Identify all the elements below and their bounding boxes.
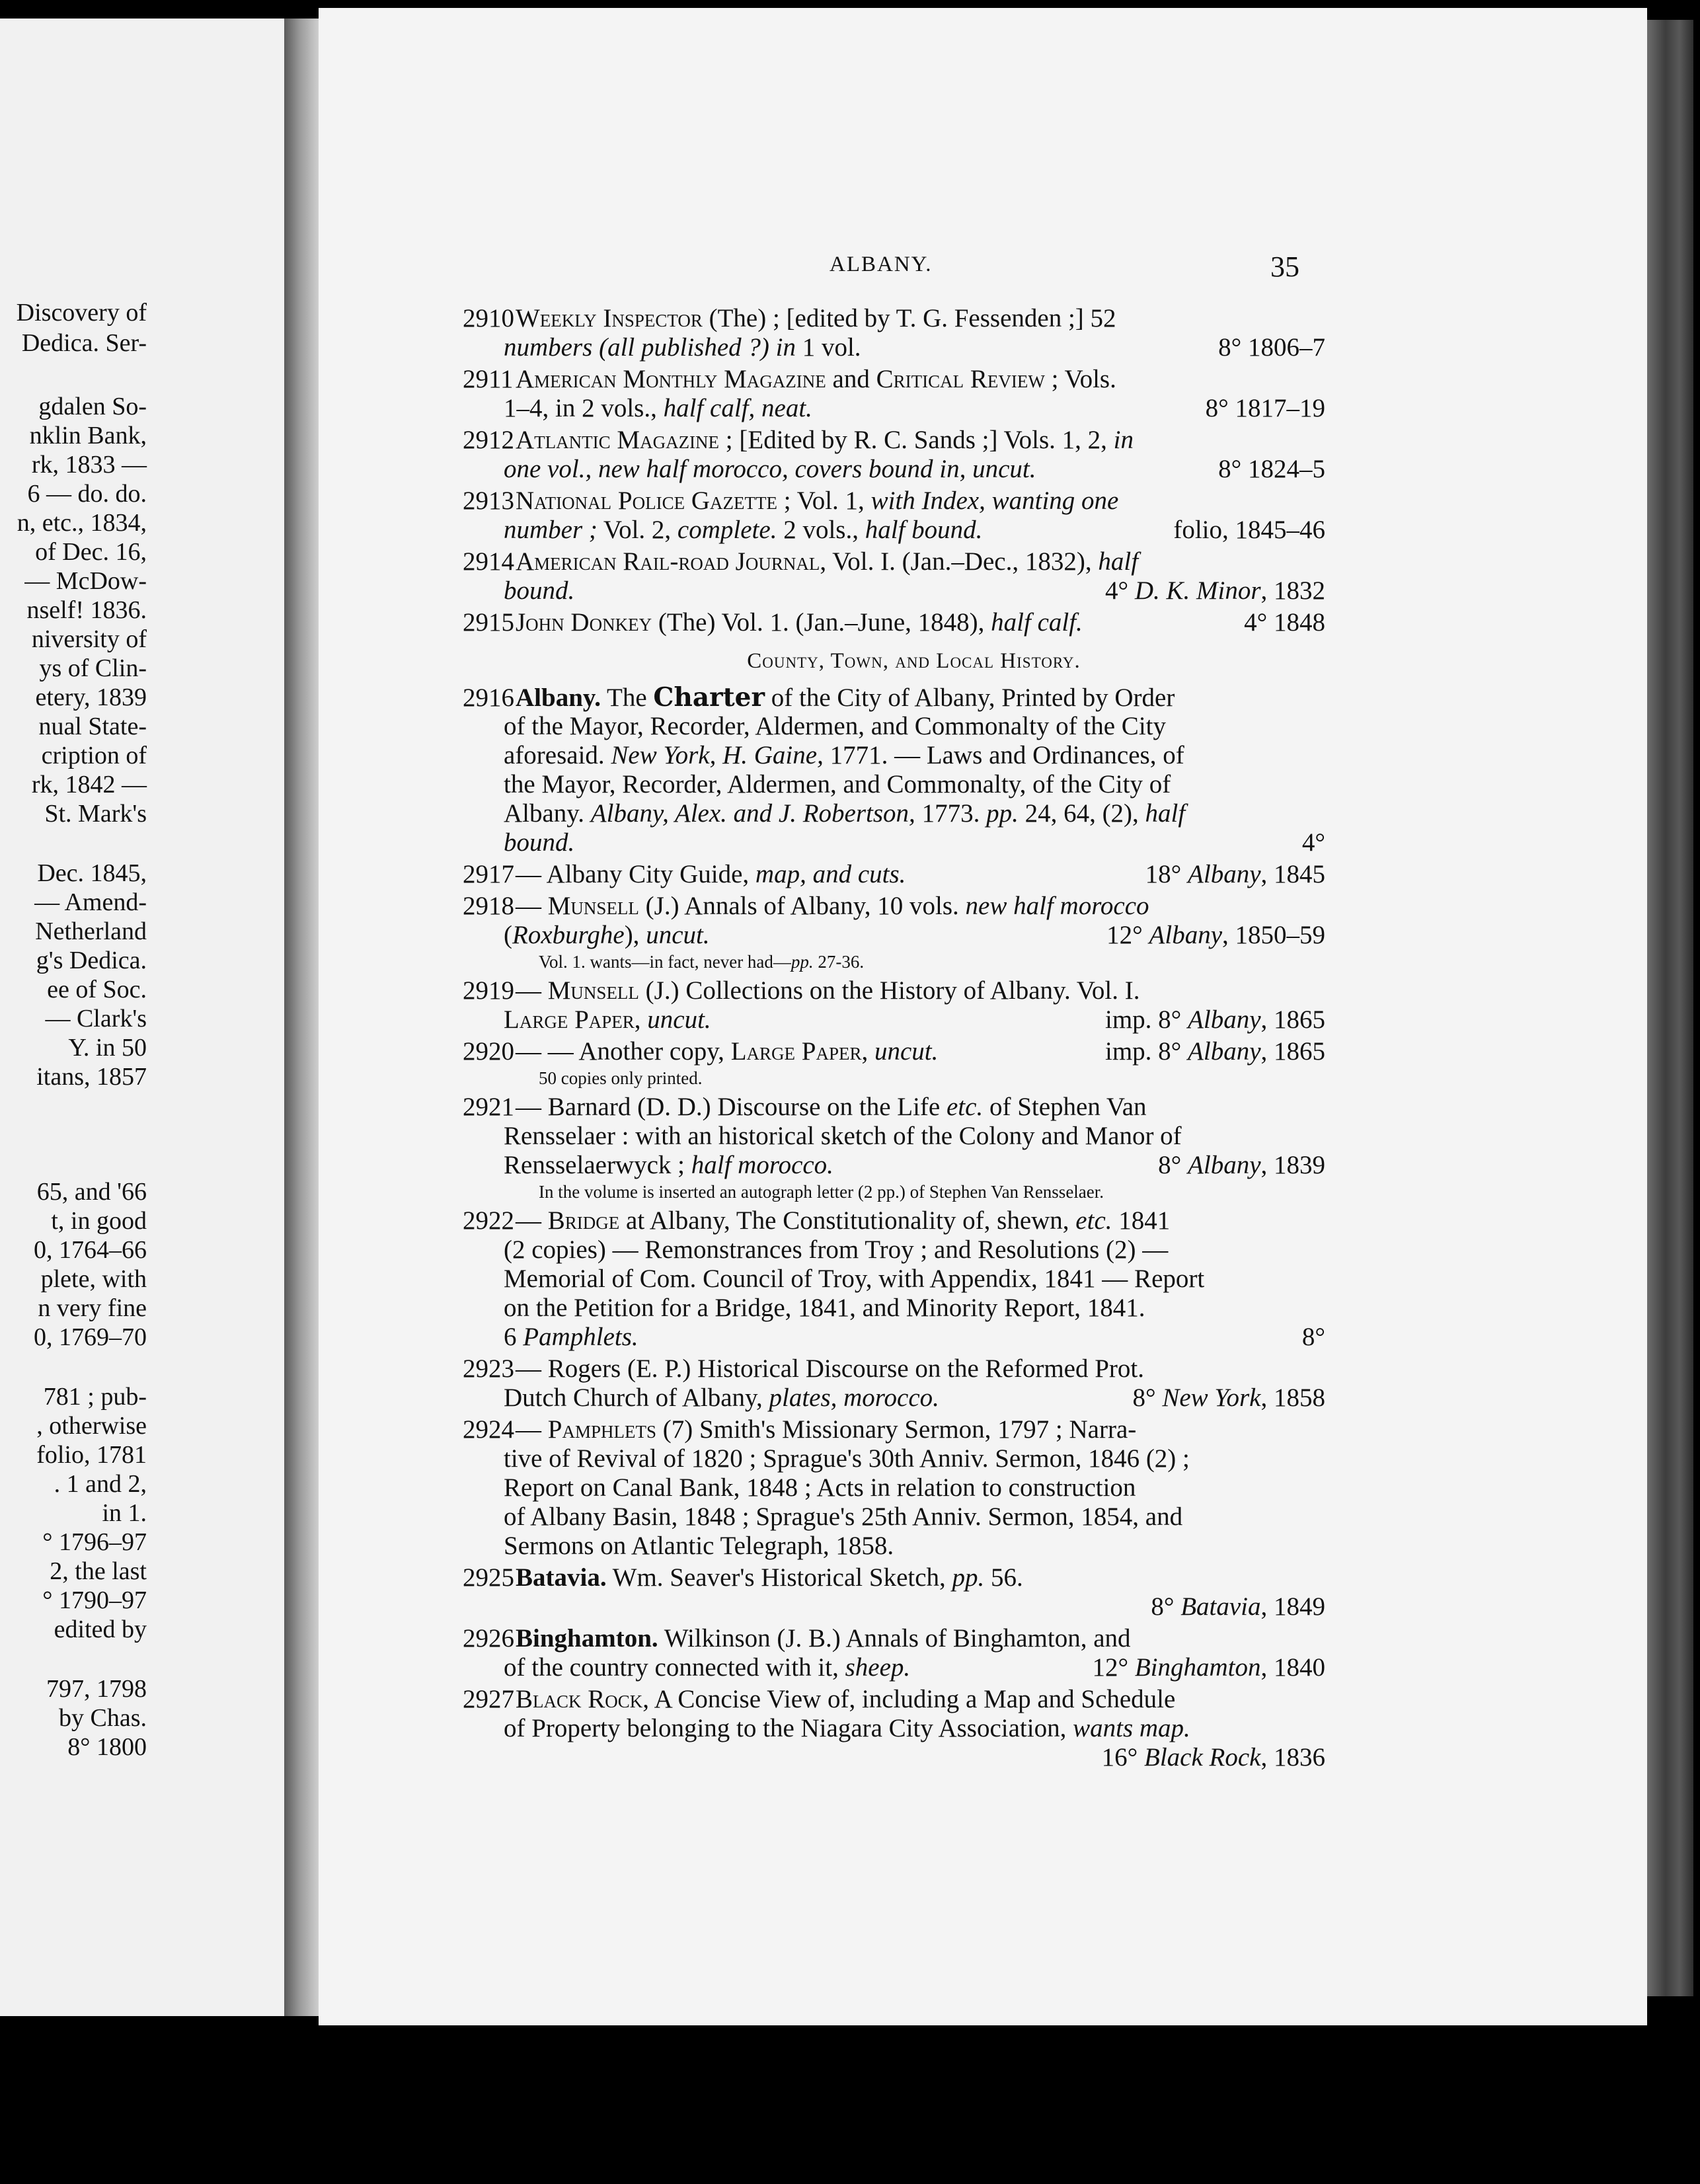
entry-text: Dutch Church of Albany, plates, morocco. bbox=[504, 1384, 939, 1412]
entry-text: Atlantic Magazine ; [Edited by R. C. Sands ;] Vols. 1, 2, in bbox=[516, 426, 1134, 454]
left-page-line: , otherwise bbox=[36, 1412, 147, 1440]
entry-line bbox=[463, 1743, 1325, 1772]
catalogue-entry bbox=[463, 1037, 1325, 1090]
imprint: 4° 1848 bbox=[1244, 608, 1325, 637]
left-page-line: Netherland bbox=[35, 917, 147, 945]
left-page-line: nself! 1836. bbox=[26, 596, 147, 624]
entry-line bbox=[463, 304, 1325, 333]
catalogue-entry bbox=[463, 547, 1325, 605]
left-page-line: g's Dedica. bbox=[36, 947, 147, 974]
catalogue-entry bbox=[463, 860, 1325, 889]
left-page-line: — McDow- bbox=[24, 567, 147, 595]
running-title: ALBANY. bbox=[830, 253, 933, 276]
imprint: 12° Binghamton, 1840 bbox=[1092, 1653, 1325, 1682]
entry-line bbox=[463, 1354, 1325, 1384]
lot-number: 2916 bbox=[463, 683, 514, 712]
entry-line bbox=[463, 365, 1325, 394]
entry-line bbox=[463, 1592, 1325, 1621]
entry-text: Batavia. Wm. Seaver's Historical Sketch, pp. 56. bbox=[516, 1563, 1023, 1592]
entry-line bbox=[463, 1502, 1325, 1532]
entry-text: of Albany Basin, 1848 ; Sprague's 25th Anniv. Sermon, 1854, and bbox=[504, 1502, 1183, 1531]
left-page-line: folio, 1781 bbox=[36, 1441, 147, 1469]
lot-number: 2915 bbox=[463, 608, 514, 637]
left-page-line: edited by bbox=[54, 1616, 147, 1643]
imprint: 12° Albany, 1850–59 bbox=[1106, 921, 1325, 949]
imprint: 8° New York, 1858 bbox=[1132, 1384, 1325, 1412]
left-page-line: Y. in 50 bbox=[68, 1034, 147, 1062]
left-page-line: rk, 1833 — bbox=[31, 451, 147, 479]
entry-line bbox=[463, 1037, 1325, 1066]
entry-text: (2 copies) — Remonstrances from Troy ; and Resolutions (2) — bbox=[504, 1235, 1169, 1264]
entry-text: Rensselaerwyck ; half morocco. bbox=[504, 1151, 833, 1179]
periodicals-entries bbox=[463, 304, 1325, 637]
book-gutter bbox=[284, 19, 319, 2016]
entry-text: Binghamton. Wilkinson (J. B.) Annals of Binghamton, and bbox=[516, 1624, 1131, 1653]
catalogue-entry bbox=[463, 304, 1325, 362]
catalogue-entry bbox=[463, 892, 1325, 974]
entry-line bbox=[463, 892, 1325, 921]
entry-line bbox=[463, 1532, 1325, 1561]
entry-text: bound. bbox=[504, 576, 575, 605]
page-edge bbox=[1647, 20, 1693, 1996]
entry-line bbox=[463, 976, 1325, 1005]
left-page-line: nual State- bbox=[38, 713, 147, 740]
left-page-line: 797, 1798 bbox=[46, 1675, 147, 1703]
catalogue-entry bbox=[463, 1685, 1325, 1772]
left-page-line: in 1. bbox=[102, 1499, 147, 1527]
entry-line bbox=[463, 1384, 1325, 1413]
left-page-line: gdalen So- bbox=[38, 393, 147, 420]
entry-text: National Police Gazette ; Vol. 1, with Index, wanting one bbox=[516, 487, 1119, 515]
catalogue-entry bbox=[463, 1354, 1325, 1413]
left-page-line: itans, 1857 bbox=[36, 1063, 147, 1091]
imprint: 4° D. K. Minor, 1832 bbox=[1104, 576, 1325, 605]
entry-line bbox=[463, 683, 1325, 712]
left-page-line: ee of Soc. bbox=[47, 976, 147, 1003]
left-page-line: Discovery of bbox=[16, 299, 147, 327]
lot-number: 2924 bbox=[463, 1415, 514, 1444]
left-page-line: by Chas. bbox=[59, 1704, 147, 1732]
imprint: 8° Batavia, 1849 bbox=[1151, 1592, 1325, 1621]
entry-text: Weekly Inspector (The) ; [edited by T. G. Fessenden ;] 52 bbox=[516, 304, 1116, 332]
lot-number: 2923 bbox=[463, 1354, 514, 1383]
entry-line bbox=[463, 741, 1325, 770]
entry-line bbox=[463, 1206, 1325, 1235]
local-history-entries bbox=[463, 683, 1325, 1772]
left-page-line: ° 1796–97 bbox=[42, 1528, 147, 1556]
left-page-line: 2, the last bbox=[50, 1557, 147, 1585]
entry-text: the Mayor, Recorder, Aldermen, and Commonalty, of the City of bbox=[504, 770, 1171, 799]
entry-text: American Monthly Magazine and Critical Review ; Vols. bbox=[516, 365, 1116, 393]
catalogue-entry bbox=[463, 487, 1325, 545]
entry-text: (Roxburghe), uncut. bbox=[504, 921, 710, 949]
entry-text: — Pamphlets (7) Smith's Missionary Sermon, 1797 ; Narra- bbox=[516, 1415, 1137, 1444]
entry-line bbox=[463, 921, 1325, 950]
lot-number: 2914 bbox=[463, 547, 514, 576]
entry-line bbox=[463, 1444, 1325, 1473]
imprint: folio, 1845–46 bbox=[1173, 516, 1325, 544]
left-page-line: rk, 1842 — bbox=[31, 771, 147, 799]
imprint: 8° 1806–7 bbox=[1218, 333, 1325, 362]
left-page-line: 8° 1800 bbox=[67, 1733, 147, 1761]
entry-text: American Rail-road Journal, Vol. I. (Jan.–Dec., 1832), half bbox=[516, 547, 1139, 576]
entry-line bbox=[463, 1685, 1325, 1714]
entry-text: 6 Pamphlets. bbox=[504, 1323, 638, 1351]
lot-number: 2910 bbox=[463, 304, 514, 332]
entry-text: Albany. Albany, Alex. and J. Robertson, 1773. pp. 24, 64, (2), half bbox=[504, 799, 1186, 828]
left-page-line: 65, and '66 bbox=[36, 1178, 147, 1206]
entry-text: 1–4, in 2 vols., half calf, neat. bbox=[504, 394, 812, 422]
imprint: imp. 8° Albany, 1865 bbox=[1105, 1037, 1325, 1066]
entry-line bbox=[463, 576, 1325, 605]
catalogue-entry bbox=[463, 1563, 1325, 1621]
entry-line bbox=[463, 1122, 1325, 1151]
left-page-line: 0, 1764–66 bbox=[34, 1236, 147, 1264]
imprint: 8° 1817–19 bbox=[1205, 394, 1325, 422]
left-page-line: — Clark's bbox=[45, 1005, 147, 1033]
left-page-line: St. Mark's bbox=[44, 800, 147, 828]
page-number: 35 bbox=[1270, 251, 1299, 283]
entry-text: Rensselaer : with an historical sketch of the Colony and Manor of bbox=[504, 1122, 1182, 1150]
entry-line bbox=[463, 608, 1325, 637]
entry-line bbox=[463, 712, 1325, 741]
entry-line bbox=[463, 1005, 1325, 1034]
lot-number: 2913 bbox=[463, 487, 514, 515]
entry-line bbox=[463, 770, 1325, 799]
entry-text: one vol., new half morocco, covers bound in, uncut. bbox=[504, 455, 1036, 483]
entry-line bbox=[463, 1151, 1325, 1180]
entry-text: — Bridge at Albany, The Constitutionality of, shewn, etc. 1841 bbox=[516, 1206, 1171, 1235]
entry-text: of the country connected with it, sheep. bbox=[504, 1653, 911, 1682]
entry-line bbox=[463, 1265, 1325, 1294]
entry-text: — Albany City Guide, map, and cuts. bbox=[516, 860, 906, 888]
lot-number: 2921 bbox=[463, 1093, 514, 1121]
entry-text: — Rogers (E. P.) Historical Discourse on the Reformed Prot. bbox=[516, 1354, 1145, 1383]
entry-line bbox=[463, 1473, 1325, 1502]
entry-line bbox=[463, 828, 1325, 857]
lot-number: 2918 bbox=[463, 892, 514, 920]
entry-line bbox=[463, 1714, 1325, 1743]
entry-line bbox=[463, 1323, 1325, 1352]
imprint: 8° 1824–5 bbox=[1218, 455, 1325, 483]
entry-text: Memorial of Com. Council of Troy, with Appendix, 1841 — Report bbox=[504, 1265, 1205, 1293]
left-page-line: niversity of bbox=[31, 625, 147, 653]
left-page-line: 781 ; pub- bbox=[43, 1383, 147, 1411]
left-page-line: . 1 and 2, bbox=[54, 1470, 147, 1498]
entry-text: of the Mayor, Recorder, Aldermen, and Commonalty of the City bbox=[504, 712, 1166, 740]
lot-number: 2911 bbox=[463, 365, 514, 393]
catalogue-entry bbox=[463, 1206, 1325, 1352]
left-page-line: n very fine bbox=[38, 1294, 147, 1322]
imprint: 16° Black Rock, 1836 bbox=[1101, 1743, 1325, 1772]
entry-text: on the Petition for a Bridge, 1841, and Minority Report, 1841. bbox=[504, 1294, 1145, 1322]
entry-text: — Barnard (D. D.) Discourse on the Life etc. of Stephen Van bbox=[516, 1093, 1147, 1121]
lot-number: 2927 bbox=[463, 1685, 514, 1713]
entry-text: of Property belonging to the Niagara City Association, wants map. bbox=[504, 1714, 1190, 1742]
left-page-line: Dec. 1845, bbox=[37, 859, 147, 887]
entry-text: bound. bbox=[504, 828, 575, 857]
entry-text: Albany. The Charter of the City of Albany, Printed by Order bbox=[516, 682, 1175, 713]
entry-line bbox=[463, 860, 1325, 889]
entry-text: Black Rock, A Concise View of, including a Map and Schedule bbox=[516, 1685, 1176, 1713]
lot-number: 2912 bbox=[463, 426, 514, 454]
entry-text: Report on Canal Bank, 1848 ; Acts in relation to construction bbox=[504, 1473, 1136, 1502]
left-page-line: nklin Bank, bbox=[29, 422, 147, 449]
left-page-line: ys of Clin- bbox=[39, 654, 147, 682]
entry-line bbox=[463, 1093, 1325, 1122]
left-page-line: 0, 1769–70 bbox=[34, 1323, 147, 1351]
entry-line bbox=[463, 455, 1325, 484]
entry-line bbox=[463, 547, 1325, 576]
entry-text: number ; Vol. 2, complete. 2 vols., half bound. bbox=[504, 516, 983, 544]
catalogue-entry bbox=[463, 426, 1325, 484]
left-page-line: of Dec. 16, bbox=[35, 538, 147, 566]
lot-number: 2925 bbox=[463, 1563, 514, 1592]
entry-text: John Donkey (The) Vol. 1. (Jan.–June, 1848), half calf. bbox=[516, 608, 1083, 637]
entry-note: 50 copies only printed. bbox=[539, 1068, 703, 1088]
entry-line bbox=[463, 1563, 1325, 1592]
section-heading: County, Town, and Local History. bbox=[747, 649, 1081, 673]
entry-line bbox=[463, 394, 1325, 423]
lot-number: 2926 bbox=[463, 1624, 514, 1653]
left-page-line: — Amend- bbox=[34, 888, 147, 916]
catalogue-entries bbox=[463, 304, 1325, 1775]
entry-note: Vol. 1. wants—in fact, never had—pp. 27-36. bbox=[539, 952, 865, 972]
left-page-line: etery, 1839 bbox=[35, 683, 147, 711]
left-page-line: cription of bbox=[41, 742, 147, 769]
entry-line bbox=[463, 1294, 1325, 1323]
catalogue-entry bbox=[463, 1093, 1325, 1204]
left-page-line: t, in good bbox=[51, 1207, 147, 1235]
imprint: 8° bbox=[1301, 1323, 1325, 1351]
catalogue-entry bbox=[463, 683, 1325, 857]
entry-note: In the volume is inserted an autograph letter (2 pp.) of Stephen Van Rensselaer. bbox=[539, 1182, 1104, 1202]
entry-line bbox=[463, 516, 1325, 545]
left-page bbox=[0, 19, 284, 2016]
entry-line bbox=[463, 426, 1325, 455]
entry-text: aforesaid. New York, H. Gaine, 1771. — Laws and Ordinances, of bbox=[504, 741, 1184, 769]
imprint: imp. 8° Albany, 1865 bbox=[1105, 1005, 1325, 1034]
left-page-line: plete, with bbox=[40, 1265, 147, 1293]
entry-text: — — Another copy, Large Paper, uncut. bbox=[516, 1037, 939, 1066]
entry-text: — Munsell (J.) Collections on the History of Albany. Vol. I. bbox=[516, 976, 1140, 1005]
entry-text: tive of Revival of 1820 ; Sprague's 30th Anniv. Sermon, 1846 (2) ; bbox=[504, 1444, 1190, 1473]
imprint: 8° Albany, 1839 bbox=[1158, 1151, 1325, 1179]
entry-line bbox=[463, 487, 1325, 516]
left-page-line: 6 — do. do. bbox=[27, 480, 147, 508]
lot-number: 2920 bbox=[463, 1037, 514, 1066]
left-page-line: ° 1790–97 bbox=[42, 1586, 147, 1614]
entry-text: Sermons on Atlantic Telegraph, 1858. bbox=[504, 1532, 894, 1560]
lot-number: 2917 bbox=[463, 860, 514, 888]
catalogue-entry bbox=[463, 1624, 1325, 1682]
left-page-line: n, etc., 1834, bbox=[17, 509, 147, 537]
lot-number: 2919 bbox=[463, 976, 514, 1005]
entry-line bbox=[463, 799, 1325, 828]
catalogue-entry bbox=[463, 1415, 1325, 1561]
imprint: 18° Albany, 1845 bbox=[1145, 860, 1325, 888]
entry-text: — Munsell (J.) Annals of Albany, 10 vols. new half morocco bbox=[516, 892, 1149, 920]
lot-number: 2922 bbox=[463, 1206, 514, 1235]
entry-text: Large Paper, uncut. bbox=[504, 1005, 711, 1034]
entry-line bbox=[463, 1235, 1325, 1265]
catalogue-entry bbox=[463, 608, 1325, 637]
entry-text: numbers (all published ?) in 1 vol. bbox=[504, 333, 861, 362]
entry-line bbox=[463, 1624, 1325, 1653]
entry-line bbox=[463, 1653, 1325, 1682]
left-page-line: Dedica. Ser- bbox=[21, 329, 147, 357]
imprint: 4° bbox=[1301, 828, 1325, 857]
entry-line bbox=[463, 1415, 1325, 1444]
catalogue-entry bbox=[463, 976, 1325, 1034]
catalogue-entry bbox=[463, 365, 1325, 423]
entry-line bbox=[463, 333, 1325, 362]
